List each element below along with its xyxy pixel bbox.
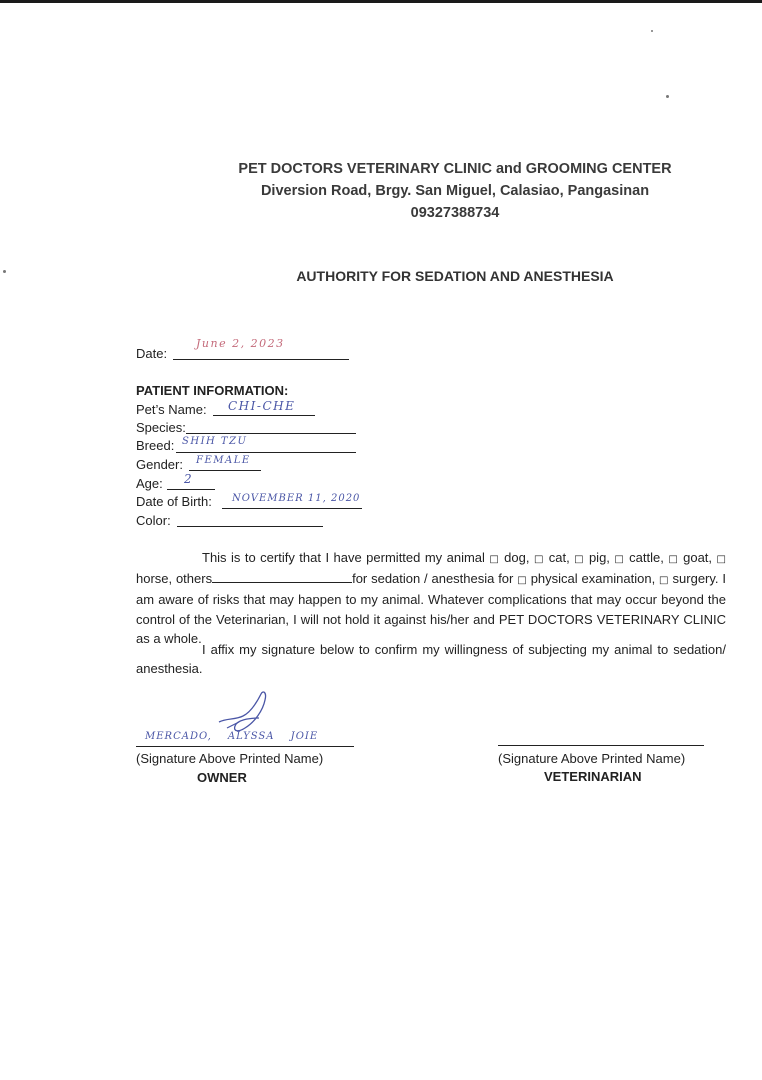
option-dog: dog,: [504, 550, 530, 565]
color-line: [177, 526, 323, 527]
gender-value: FEMALE: [196, 455, 251, 466]
gender-line: [189, 470, 261, 471]
clinic-phone: 09327388734: [410, 205, 500, 221]
dob-line: [222, 508, 362, 509]
checkbox-horse[interactable]: □: [716, 554, 726, 565]
date-value: June 2, 2023: [196, 337, 285, 350]
owner-printed-name: MERCADO, ALYSSA JOIE: [145, 731, 319, 742]
certification-paragraph: [136, 548, 726, 648]
option-surgery: surgery.: [672, 571, 719, 587]
checkbox-goat[interactable]: □: [668, 554, 679, 565]
cert-text-c: I am aware of risks that may happen to my animal. Whatever complications that may occur beyond the control of the Veterinarian, I will not hold it against his/her and PET DOCTORS VETERINARY CLINIC as a whole.: [136, 571, 726, 646]
option-physical-exam: physical examination,: [530, 571, 656, 587]
pets-name-value: CHI-CHE: [228, 399, 296, 413]
breed-value: SHIH TZU: [182, 436, 248, 447]
checkbox-pig[interactable]: □: [574, 554, 585, 565]
checkbox-cattle[interactable]: □: [614, 554, 625, 565]
species-label: Species:: [136, 420, 186, 435]
checkbox-dog[interactable]: □: [489, 554, 500, 565]
species-line: [186, 433, 356, 434]
checkbox-physical-exam[interactable]: □: [517, 575, 527, 587]
owner-signature-caption: (Signature Above Printed Name): [136, 751, 324, 766]
age-value: 2: [184, 472, 194, 486]
option-cat: cat,: [548, 550, 570, 565]
color-label: Color:: [136, 513, 171, 528]
owner-signature-line: [136, 746, 354, 747]
date-line: [173, 359, 349, 360]
form-title: AUTHORITY FOR SEDATION AND ANESTHESIA: [296, 268, 614, 284]
vet-signature-line: [498, 745, 704, 746]
others-blank-line: [212, 571, 352, 583]
option-pig: pig,: [588, 550, 610, 565]
pets-name-line: [213, 415, 315, 416]
option-horse-others: horse, others: [136, 571, 213, 587]
pets-name-label: Pet’s Name:: [136, 402, 207, 417]
clinic-address: Diversion Road, Brgy. San Miguel, Calasiao, Pangasinan: [260, 183, 650, 199]
breed-line: [176, 452, 356, 453]
affix-paragraph: [136, 640, 726, 678]
scan-speck: [3, 270, 6, 273]
scan-speck: [651, 30, 653, 32]
dob-label: Date of Birth:: [136, 494, 212, 509]
option-goat: goat,: [683, 550, 713, 565]
dob-value: NOVEMBER 11, 2020: [232, 493, 361, 504]
owner-role: OWNER: [197, 770, 247, 785]
checkbox-cat[interactable]: □: [533, 554, 545, 565]
date-label: Date:: [136, 346, 168, 361]
option-cattle: cattle,: [629, 550, 664, 565]
patient-info-heading: PATIENT INFORMATION:: [136, 383, 289, 398]
cert-text-a: This is to certify that I have permitted my animal: [202, 550, 485, 565]
affix-text: I affix my signature below to confirm my willingness of subjecting my animal to sedation/ anesthesia.: [136, 642, 726, 677]
vet-signature-caption: (Signature Above Printed Name): [498, 751, 686, 766]
age-line: [167, 489, 215, 490]
scan-top-edge: [0, 0, 762, 3]
cert-text-b: for sedation / anesthesia for: [352, 571, 514, 587]
clinic-name: PET DOCTORS VETERINARY CLINIC and GROOMING CENTER: [238, 161, 672, 177]
checkbox-surgery[interactable]: □: [659, 575, 669, 587]
breed-label: Breed:: [136, 438, 175, 453]
vet-role: VETERINARIAN: [544, 769, 642, 784]
age-label: Age:: [136, 476, 163, 491]
gender-label: Gender:: [136, 457, 183, 472]
scan-speck: [666, 95, 669, 98]
